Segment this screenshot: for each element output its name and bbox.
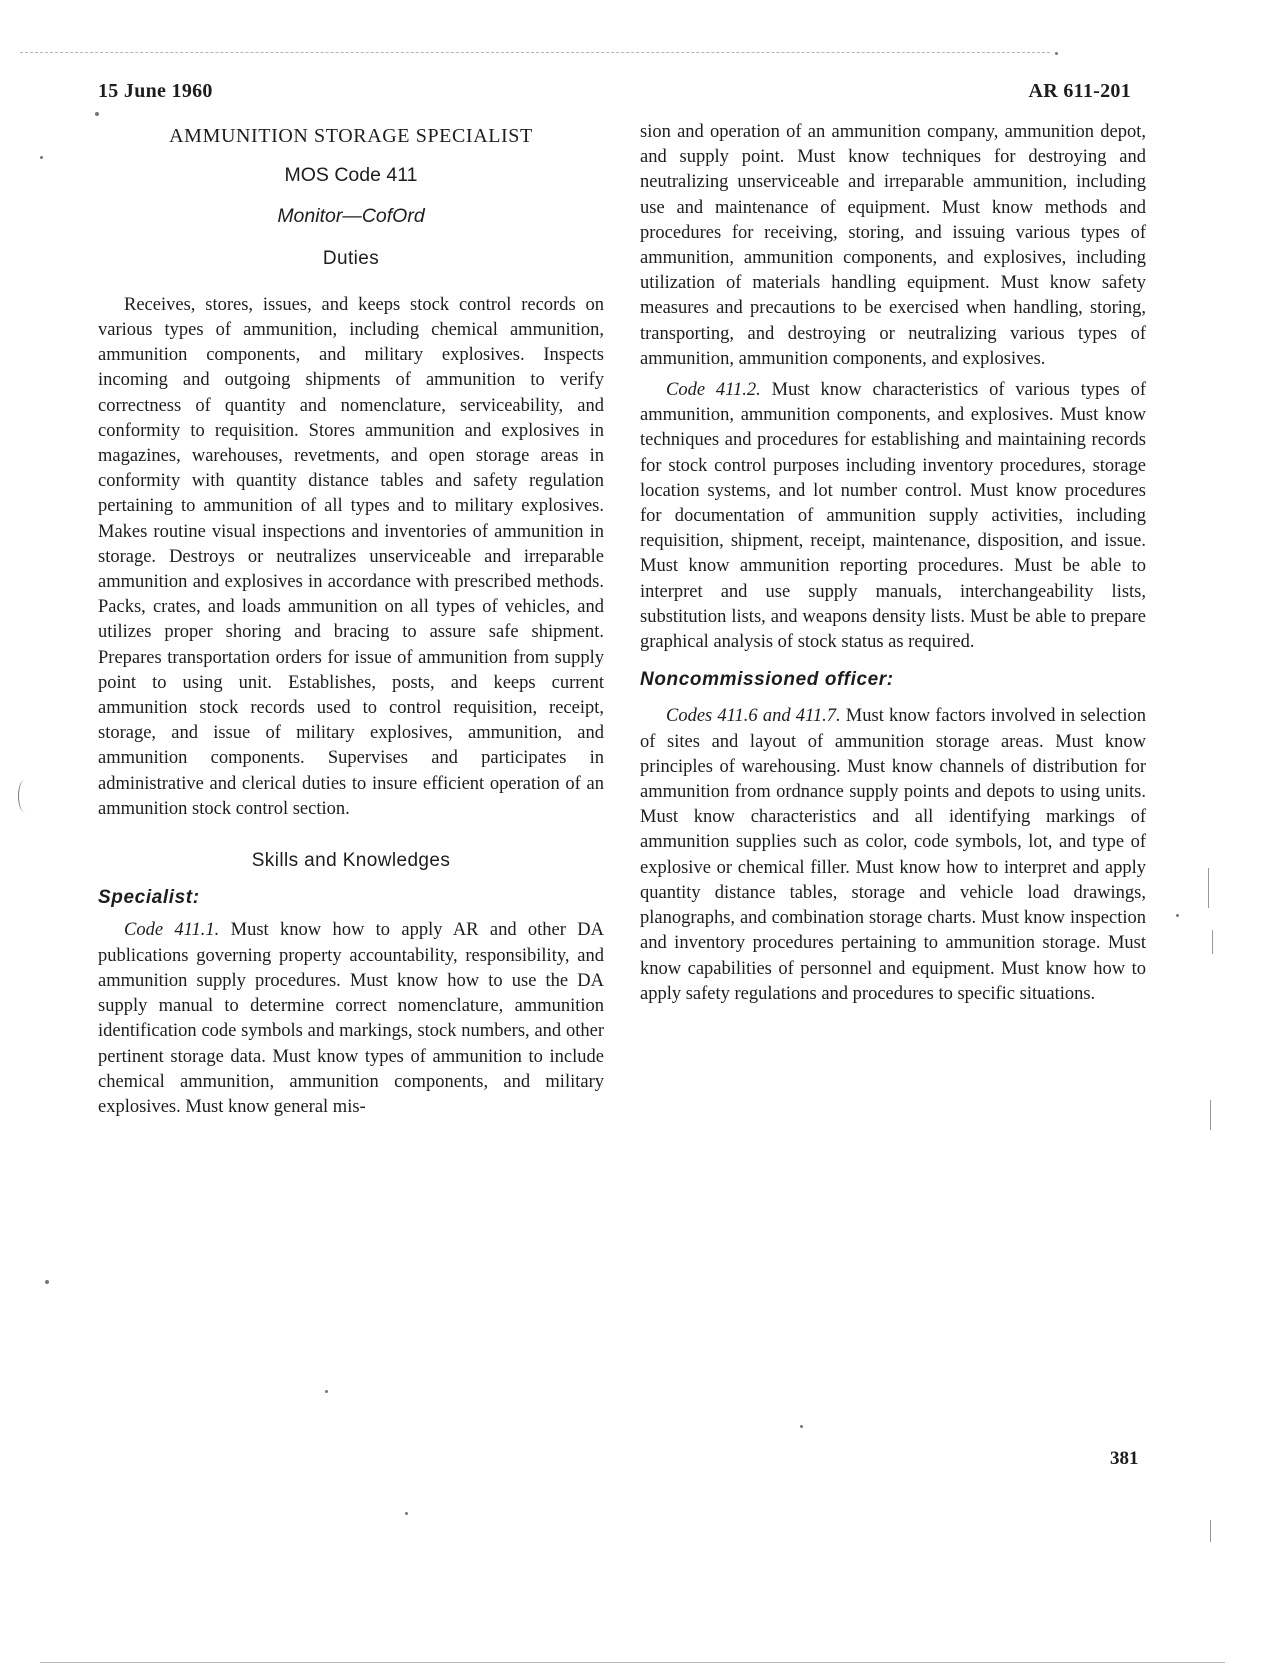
code-411-1-label: Code 411.1. xyxy=(124,920,220,941)
code-411-2-text: Must know characteristics of various types of ammunition, ammunition components, and explosives. Must know techniques and procedures for establishing and maintaining records for stock control purposes including inventory procedures, storage location systems, and lot number control. Must know procedures for documentation of ammunition supply activities, including requisition, shipment, receipt, maintenance, disposition, and issue. Must know ammunition reporting procedures. Must be able to interpret and use supply manuals, interchangeability lists, substitution lists, and weapons density lists. Must be able to prepare graphical analysis of stock status as required. xyxy=(640,380,1147,653)
scan-mark xyxy=(1208,868,1209,908)
scan-speck xyxy=(1055,52,1058,55)
scan-speck xyxy=(1176,914,1179,917)
scan-speck xyxy=(40,156,43,159)
nco-heading: Noncommissioned officer: xyxy=(640,669,894,691)
scan-mark xyxy=(1212,930,1213,954)
monitor-line: Monitor—CofOrd xyxy=(277,205,425,228)
code-411-2-label: Code 411.2. xyxy=(666,380,761,401)
code-411-1-paragraph xyxy=(98,918,604,1120)
continuation-paragraph: sion and operation of an ammunition company, ammunition depot, and supply point. Must know techniques for destroying and neutralizing unserviceable and irreparable ammunition, including use and maintenance of equipment. Must know methods and procedures for receiving, storing, and issuing various types of ammunition, ammunition components, and explosives, including utilization of materials handling equipment. Must know safety measures and precautions to be exercised when handling, storing, transporting, and destroying or neutralizing various types of ammunition, ammunition components, and explosives. xyxy=(640,122,1146,369)
scan-speck xyxy=(325,1390,328,1393)
duties-paragraph: Receives, stores, issues, and keeps stock control records on various types of ammunition, including chemical ammunition, ammunition components, and military explosives. Inspects incoming and outgoing shipments of ammunition to verify correctness of quantity and nomenclature, serviceability, and conformity to requisition. Stores ammunition and explosives in magazines, warehouses, revetments, and open storage areas in conformity with quantity distance tables and safety regulation pertaining to ammunition of all types and to military explosives. Makes routine visual inspections and inventories of ammunition in storage. Destroys or neutralizes unserviceable and irreparable ammunition and explosives in accordance with prescribed methods. Packs, crates, and loads ammunition on all types of vehicles, and utilizes proper shoring and bracing to assure safe shipment. Prepares transportation orders for issue of ammunition from supply point to using unit. Establishes, posts, and keeps current ammunition stock records used to control requisition, receipt, storage, and issue of military explosives, ammunition, and ammunition components. Supervises and participates in administrative and clerical duties to insure efficient operation of an ammunition stock control section. xyxy=(98,294,604,819)
skills-heading: Skills and Knowledges xyxy=(251,850,451,872)
codes-411-6-7-paragraph xyxy=(640,704,1146,1006)
left-column xyxy=(98,120,604,1120)
scan-mark xyxy=(1210,1520,1211,1542)
scan-edge-line xyxy=(20,52,1050,53)
scan-speck xyxy=(45,1280,49,1284)
scan-speck xyxy=(405,1512,408,1515)
right-column xyxy=(640,120,1146,1007)
duties-heading: Duties xyxy=(322,247,380,269)
page-number: 381 xyxy=(1110,1448,1139,1469)
scan-bracket-mark xyxy=(18,780,31,812)
code-411-2-paragraph xyxy=(640,378,1146,655)
document-title: AMMUNITION STORAGE SPECIALIST xyxy=(169,125,533,147)
scan-mark xyxy=(1210,1100,1211,1130)
scan-bottom-edge xyxy=(40,1662,1225,1663)
header-date: 15 June 1960 xyxy=(98,80,213,102)
scan-speck xyxy=(95,112,99,116)
header-regulation: AR 611-201 xyxy=(1028,80,1131,102)
mos-code: MOS Code 411 xyxy=(284,164,418,187)
codes-411-6-7-label: Codes 411.6 and 411.7. xyxy=(666,706,841,727)
specialist-heading: Specialist: xyxy=(98,887,200,909)
code-411-1-text: Must know how to apply AR and other DA publications governing property accountability, responsibility, and ammunition supply procedures. Must know how to use the DA supply manual to determine correct nomenclature, ammunition identification code symbols and markings, stock numbers, and other pertinent storage data. Must know types of ammunition to include chemical ammunition, ammunition components, and military explosives. Must know general mis- xyxy=(98,920,604,1117)
codes-411-6-7-text: Must know factors involved in selection of sites and layout of ammunition storage areas. Must know principles of warehousing. Must know channels of distribution for ammunition from ordnance supply points and depots to using units. Must know characteristics and all identifying markings of ammunition supplies such as color, code symbols, lot, and type of explosive or chemical filler. Must know how to interpret and apply quantity distance tables, storage and vehicle load drawings, planographs, and combination storage charts. Must know inspection and inventory procedures pertaining to ammunition storage. Must know capabilities of personnel and equipment. Must know how to apply safety regulations and procedures to specific situations. xyxy=(640,706,1146,1004)
scan-speck xyxy=(800,1425,803,1428)
